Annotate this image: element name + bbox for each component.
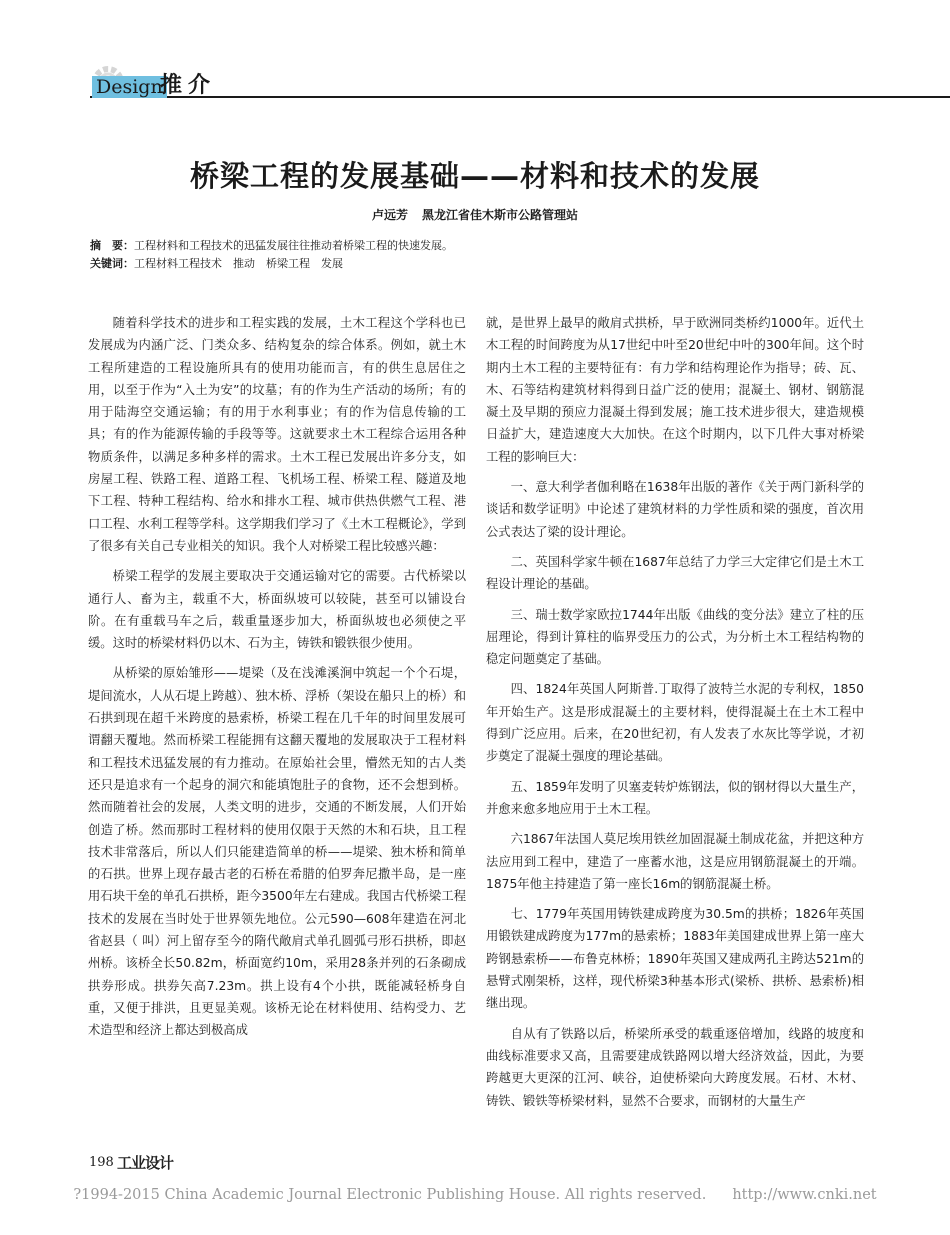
left-column [88,312,466,1042]
paragraph: 随着科学技术的进步和工程实践的发展，土木工程这个学科也已发展成为内涵广泛、门类众多、结构复杂的综合体系。例如，就土木工程所建造的工程设施所具有的使用功能而言，有的供生息居住之用，以至于作为“入土为安”的坟墓；有的作为生产活动的场所；有的用于陆海空交通运输；有的用于水利事业；有的作为信息传输的工具；有的作为能源传输的手段等等。这就要求土木工程综合运用各种物质条件，以满足多种多样的需求。土木工程已发展出许多分支，如房屋工程、铁路工程、道路工程、飞机场工程、桥梁工程、隧道及地下工程、特种工程结构、给水和排水工程、城市供热供燃气工程、港口工程、水利工程等学科。这学期我们学习了《土木工程概论》，学到了很多有关自己专业相关的知识。我个人对桥梁工程比较感兴趣： [88,316,466,553]
header-rule [90,96,950,98]
page-number: 198 [89,1155,114,1170]
paragraph: 从桥梁的原始雏形——堤梁（及在浅滩溪涧中筑起一个个石堤，堤间流水，人从石堤上跨越）、独木桥、浮桥（架设在船只上的桥）和石拱到现在超千米跨度的悬索桥，桥梁工程在几千年的时间里发展可谓翻天覆地。然而桥梁工程能拥有这翻天覆地的发展取决于工程材料和工程技术迅猛发展的有力推动。在原始社会里，懵然无知的古人类还只是追求有一个起身的洞穴和能填饱肚子的食物，还不会想到桥。然而随着社会的发展，人类文明的进步，交通的不断发展，人们开始创造了桥。然而那时工程材料的使用仅限于天然的木和石块，且工程技术非常落后，所以人们只能建造简单的桥——堤梁、独木桥和简单的石拱。世界上现存最古老的石桥在希腊的伯罗奔尼撒半岛，是一座用石块干垒的单孔石拱桥，距今3500年左右建成。我国古代桥梁工程技术的发展在当时处于世界领先地位。公元590—608年建造在河北省赵县（ 叫）河上留存至今的隋代敞肩式单孔圆弧弓形石拱桥，即赵州桥。该桥全长50.82m，桥面宽约10m，采用28条并列的石条砌成拱券形成。拱券矢高7.23m。拱上设有4个小拱，既能减轻桥身自重，又便于排洪，且更显美观。该桥无论在材料使用、结构受力、艺术造型和经济上都达到极高成 [88,666,466,1038]
author-affiliation: 黑龙江省佳木斯市公路管理站 [422,208,579,222]
keywords [90,256,343,272]
right-column [486,312,864,1112]
paragraph: 六1867年法国人莫尼埃用铁丝加固混凝土制成花盆，并把这种方法应用到工程中，建造了一座蓄水池，这是应用钢筋混凝土的开端。1875年他主持建造了第一座长16m的钢筋混凝土桥。 [486,832,864,891]
paragraph: 二、英国科学家牛顿在1687年总结了力学三大定律它们是土木工程设计理论的基础。 [486,554,864,592]
paragraph: 桥梁工程学的发展主要取决于交通运输对它的需要。古代桥梁以通行人、畜为主，载重不大，桥面纵坡可以较陡，甚至可以铺设台阶。在有重载马车之后，载重量逐步加大，桥面纵坡也必须使之平缓。这时的桥梁材料仍以木、石为主，铸铁和锻铁很少使用。 [88,569,466,651]
paragraph: 就，是世界上最早的敞肩式拱桥，早于欧洲同类桥约1000年。近代土木工程的时间跨度为从17世纪中叶至20世纪中叶的300年间。这个时期内土木工程的主要特征有：有力学和结构理论作为指导；砖、瓦、木、石等结构建筑材料得到日益广泛的使用；混凝土、钢材、钢筋混凝土及早期的预应力混凝土得到发展；施工技术进步很大，建造规模日益扩大，建造速度大大加快。在这个时期内，以下几件大事对桥梁工程的影响巨大： [486,316,864,464]
paragraph: 一、意大利学者伽利略在1638年出版的著作《关于两门新科学的谈话和数学证明》中论述了建筑材料的力学性质和梁的强度，首次用公式表达了梁的设计理论。 [486,480,864,539]
abstract [90,238,453,254]
abstract-label: 摘 要： [90,239,134,252]
paragraph: 三、瑞士数学家欧拉1744年出版《曲线的变分法》建立了柱的压屈理论，得到计算柱的临界受压力的公式，为分析土木工程结构物的稳定问题奠定了基础。 [486,607,864,667]
magazine-logo: 工业设计 [117,1154,174,1172]
author-name: 卢远芳 [371,208,408,222]
author-line [0,206,950,223]
paragraph: 七、1779年英国用铸铁建成跨度为30.5m的拱桥；1826年英国用锻铁建成跨度为177m的悬索桥；1883年美国建成世界上第一座大跨钢悬索桥——布鲁克林桥；1890年英国又建成两孔主跨达521m的悬臂式刚架桥，这样，现代桥梁3种基本形式(梁桥、拱桥、悬索桥)相继出现。 [486,907,864,1011]
keywords-label: 关键词： [90,257,134,270]
cnki-url: http://www.cnki.net [732,1187,877,1203]
keywords-text: 工程材料工程技术 推动 桥梁工程 发展 [134,257,343,270]
section-design-badge: Design [92,76,167,98]
copyright-watermark [0,1187,950,1203]
section-label: 推介 [160,73,217,98]
paragraph: 四、1824年英国人阿斯普.丁取得了波特兰水泥的专利权，1850年开始生产。这是形成混凝土的主要材料，使得混凝土在土木工程中得到广泛应用。后来，在20世纪初，有人发表了水灰比等学说，才初步奠定了混凝土强度的理论基础。 [486,682,864,764]
paragraph: 五、1859年发明了贝塞麦转炉炼钢法，似的钢材得以大量生产，并愈来愈多地应用于土木工程。 [486,779,864,816]
paragraph: 自从有了铁路以后，桥梁所承受的载重逐倍增加，线路的坡度和曲线标准要求又高，且需要建成铁路网以增大经济效益，因此，为要跨越更大更深的江河、峡谷，迫使桥梁向大跨度发展。石材、木材、铸铁、锻铁等桥梁材料，显然不合要求，而钢材的大量生产 [486,1026,864,1108]
copyright-text: ?1994-2015 China Academic Journal Electronic Publishing House. All rights reserved. [73,1187,707,1203]
article-title: 桥梁工程的发展基础——材料和技术的发展 [189,159,760,193]
abstract-text: 工程材料和工程技术的迅猛发展往往推动着桥梁工程的快速发展。 [134,239,453,252]
